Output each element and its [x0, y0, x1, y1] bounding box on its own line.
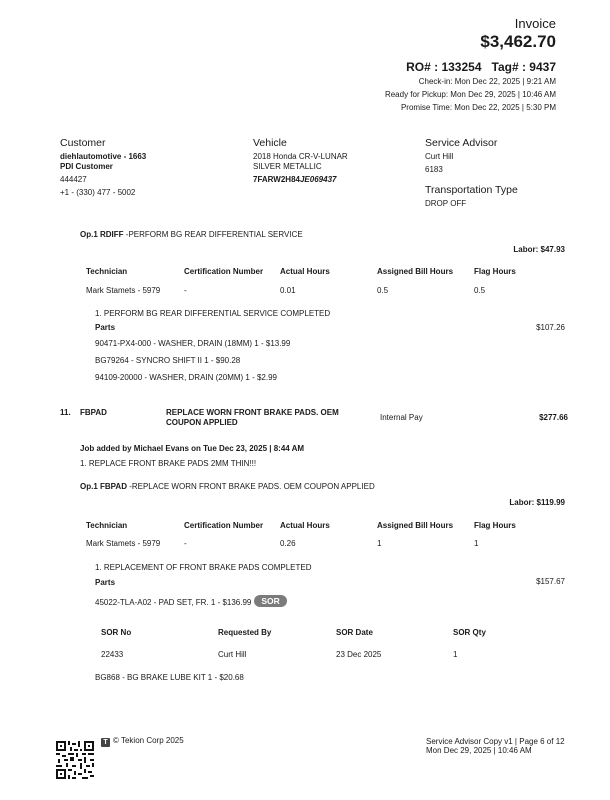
tech-header-actual-hours: Actual Hours — [280, 267, 330, 276]
advisor-heading: Service Advisor — [425, 137, 498, 149]
op-rdiff-title — [80, 230, 303, 239]
job-added-by: Job added by Michael Evans on Tue Dec 23, 2025 | 8:44 AM — [80, 444, 305, 453]
op-rdiff-labor: Labor: $47.93 — [513, 245, 565, 254]
ro-tag-line — [406, 60, 556, 74]
tech-header-assigned-bill-hours: Assigned Bill Hours — [377, 267, 454, 276]
invoice-total: $3,462.70 — [480, 32, 556, 51]
tech-header-technician: Technician — [86, 521, 128, 530]
footer-copy-page: Service Advisor Copy v1 | Page 6 of 12 — [426, 737, 565, 746]
job-description-line1: REPLACE WORN FRONT BRAKE PADS. OEM — [166, 408, 339, 417]
tech-row-certification: - — [184, 539, 187, 548]
ro-number: RO# : 133254 — [406, 60, 482, 74]
op-rdiff-parts-label: Parts — [95, 323, 116, 332]
customer-phone: +1 - (330) 477 - 5002 — [60, 188, 136, 197]
op-rdiff-code: Op.1 RDIFF — [80, 230, 124, 239]
op-fbpad-title — [80, 482, 375, 491]
customer-id: 444427 — [60, 175, 87, 184]
tech-header-assigned-bill-hours: Assigned Bill Hours — [377, 521, 454, 530]
sor-row-date: 23 Dec 2025 — [336, 650, 382, 659]
tech-row-actual-hours: 0.01 — [280, 286, 296, 295]
tech-row-technician: Mark Stamets - 5979 — [86, 286, 161, 295]
op-fbpad-parts-label: Parts — [95, 578, 116, 587]
tech-header-flag-hours: Flag Hours — [474, 267, 516, 276]
tech-row-flag-hours: 1 — [474, 539, 479, 548]
part-line: BG79264 - SYNCRO SHIFT II 1 - $90.28 — [95, 356, 241, 365]
part-line: BG868 - BG BRAKE LUBE KIT 1 - $20.68 — [95, 673, 244, 682]
advisor-name: Curt Hill — [425, 152, 454, 161]
sor-row-qty: 1 — [453, 650, 458, 659]
vehicle-color: SILVER METALLIC — [253, 162, 322, 171]
footer-date: Mon Dec 29, 2025 | 10:46 AM — [426, 746, 532, 755]
part-line-text: 45022-TLA-A02 - PAD SET, FR. 1 - $136.99 — [95, 598, 252, 607]
vehicle-heading: Vehicle — [253, 137, 287, 149]
sor-badge: SOR — [254, 595, 286, 607]
document-title: Invoice — [514, 16, 556, 31]
job-pay-type: Internal Pay — [380, 413, 423, 422]
vehicle-model: 2018 Honda CR-V-LUNAR — [253, 152, 348, 161]
op-fbpad-parts-total: $157.67 — [536, 577, 565, 586]
footer-copyright — [101, 736, 184, 747]
vin-prefix: 7FARW2H84 — [253, 175, 300, 184]
part-line: 90471-PX4-000 - WASHER, DRAIN (18MM) 1 - $13.99 — [95, 339, 291, 348]
transportation-value: DROP OFF — [425, 199, 467, 208]
sor-header-qty: SOR Qty — [453, 628, 486, 637]
advisor-number: 6183 — [425, 165, 443, 174]
sor-header-requested-by: Requested By — [218, 628, 272, 637]
op-rdiff-note: 1. PERFORM BG REAR DIFFERENTIAL SERVICE COMPLETED — [95, 309, 331, 318]
sor-row-number: 22433 — [101, 650, 124, 659]
tech-header-certification: Certification Number — [184, 267, 264, 276]
customer-name: diehlautomotive - 1663 — [60, 152, 147, 161]
vehicle-vin — [253, 175, 336, 184]
op-fbpad-note: 1. REPLACEMENT OF FRONT BRAKE PADS COMPLETED — [95, 563, 312, 572]
tech-row-certification: - — [184, 286, 187, 295]
job-amount: $277.66 — [539, 413, 568, 422]
tech-row-technician: Mark Stamets - 5979 — [86, 539, 161, 548]
tech-row-assigned-bill-hours: 1 — [377, 539, 382, 548]
customer-heading: Customer — [60, 137, 106, 149]
part-line — [95, 595, 287, 607]
tech-header-certification: Certification Number — [184, 521, 264, 530]
tech-header-actual-hours: Actual Hours — [280, 521, 330, 530]
sor-row-requested-by: Curt Hill — [218, 650, 247, 659]
copyright-text: © Tekion Corp 2025 — [113, 736, 184, 745]
customer-type: PDI Customer — [60, 162, 113, 171]
tech-row-assigned-bill-hours: 0.5 — [377, 286, 389, 295]
promise-time: Promise Time: Mon Dec 22, 2025 | 5:30 PM — [400, 103, 556, 112]
sor-header-number: SOR No — [101, 628, 132, 637]
tech-row-actual-hours: 0.26 — [280, 539, 296, 548]
op-rdiff-parts-total: $107.26 — [536, 323, 565, 332]
ready-for-pickup-time: Ready for Pickup: Mon Dec 29, 2025 | 10:46 AM — [384, 90, 556, 99]
job-description-line2: COUPON APPLIED — [166, 418, 238, 427]
op-fbpad-code: Op.1 FBPAD — [80, 482, 127, 491]
tech-header-flag-hours: Flag Hours — [474, 521, 516, 530]
transportation-heading: Transportation Type — [425, 184, 518, 196]
job-number: 11. — [60, 408, 71, 417]
part-line: 94109-20000 - WASHER, DRAIN (20MM) 1 - $2.99 — [95, 373, 277, 382]
tag-number: Tag# : 9437 — [491, 60, 556, 74]
checkin-time: Check-in: Mon Dec 22, 2025 | 9:21 AM — [418, 77, 556, 86]
op-rdiff-desc: -PERFORM BG REAR DIFFERENTIAL SERVICE — [123, 230, 303, 239]
tech-header-technician: Technician — [86, 267, 128, 276]
op-fbpad-labor: Labor: $119.99 — [509, 498, 565, 507]
job-code: FBPAD — [80, 408, 107, 417]
tekion-logo-icon: T — [101, 738, 110, 747]
op-fbpad-desc: -REPLACE WORN FRONT BRAKE PADS. OEM COUPON APPLIED — [126, 482, 375, 491]
vin-suffix: JE069437 — [299, 175, 337, 184]
job-concern: 1. REPLACE FRONT BRAKE PADS 2MM THIN!!! — [80, 459, 257, 468]
sor-header-date: SOR Date — [336, 628, 373, 637]
qr-code-icon — [56, 741, 94, 779]
tech-row-flag-hours: 0.5 — [474, 286, 486, 295]
